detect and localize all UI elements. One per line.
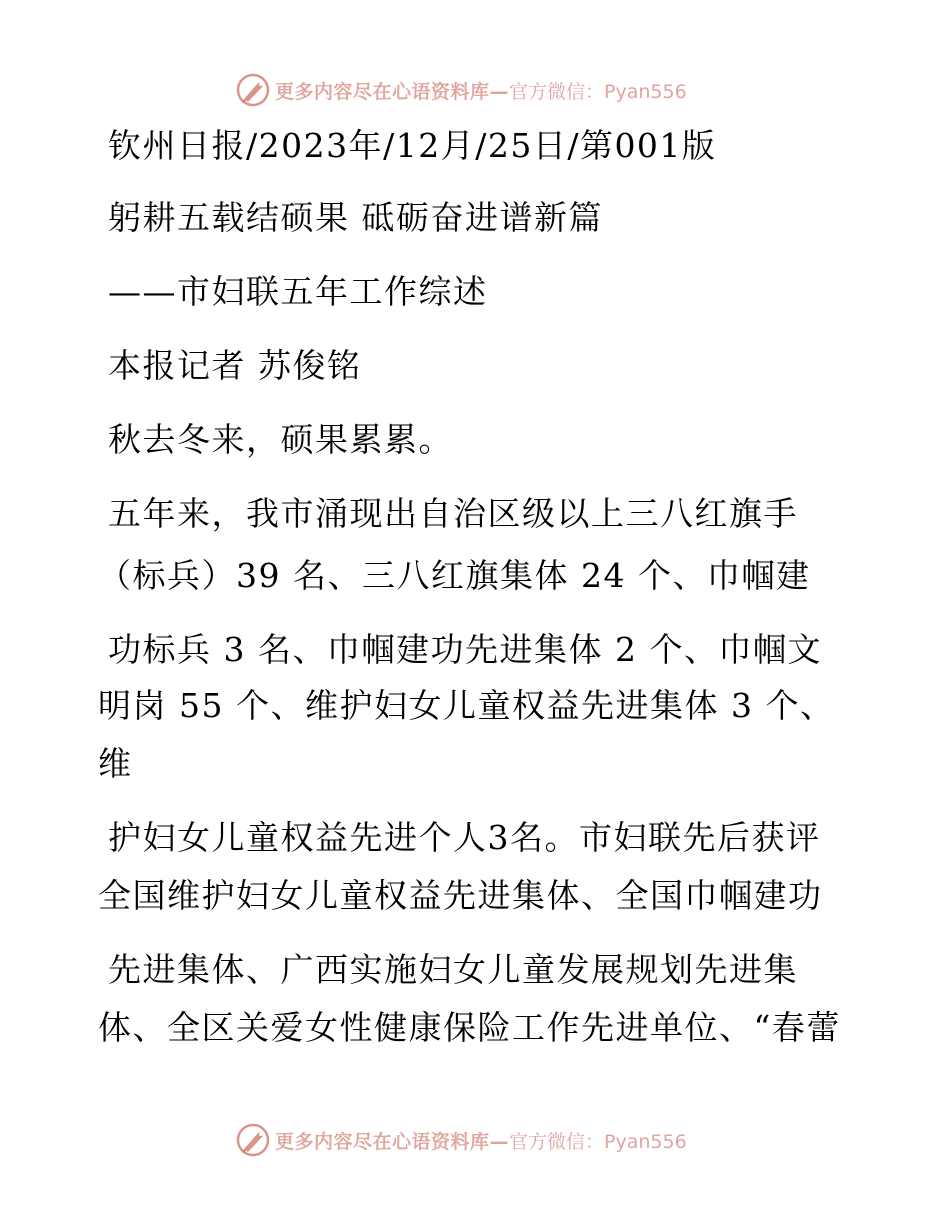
article-title: 躬耕五载结硕果 砥砺奋进谱新篇 xyxy=(108,198,603,237)
watermark-wechat: 官方微信：Pyan556 xyxy=(509,80,687,103)
article-subtitle: ——市妇联五年工作综述 xyxy=(108,272,488,311)
watermark-text: 更多内容尽在心语资料库— xyxy=(275,80,510,103)
body-line: 秋去冬来，硕果累累。 xyxy=(108,420,453,459)
body-line: 先进集体、广西实施妇女儿童发展规划先进集 xyxy=(108,950,798,989)
body-line: 五年来，我市涌现出自治区级以上三八红旗手 xyxy=(108,494,798,533)
watermark-text: 更多内容尽在心语资料库— xyxy=(275,1130,510,1153)
watermark-footer xyxy=(235,1122,687,1158)
body-line: 护妇女儿童权益先进个人3名。市妇联先后获评 xyxy=(108,818,821,857)
watermark-wechat: 官方微信：Pyan556 xyxy=(509,1130,687,1153)
article-byline: 本报记者 苏俊铭 xyxy=(108,346,362,385)
body-line: 体、全区关爱女性健康保险工作先进单位、“春蕾 xyxy=(98,1008,841,1047)
body-line: （标兵）39 名、三八红旗集体 24 个、巾帼建 xyxy=(98,556,811,595)
body-line: 维 xyxy=(98,744,133,783)
watermark-header xyxy=(235,72,687,108)
body-line: 明岗 55 个、维护妇女儿童权益先进集体 3 个、 xyxy=(98,686,835,725)
body-line: 全国维护妇女儿童权益先进集体、全国巾帼建功 xyxy=(98,876,823,915)
pen-logo-icon xyxy=(235,1122,271,1158)
article-source: 钦州日报/2023年/12月/25日/第001版 xyxy=(108,126,717,165)
body-line: 功标兵 3 名、巾帼建功先进集体 2 个、巾帼文 xyxy=(108,630,822,669)
pen-logo-icon xyxy=(235,72,271,108)
